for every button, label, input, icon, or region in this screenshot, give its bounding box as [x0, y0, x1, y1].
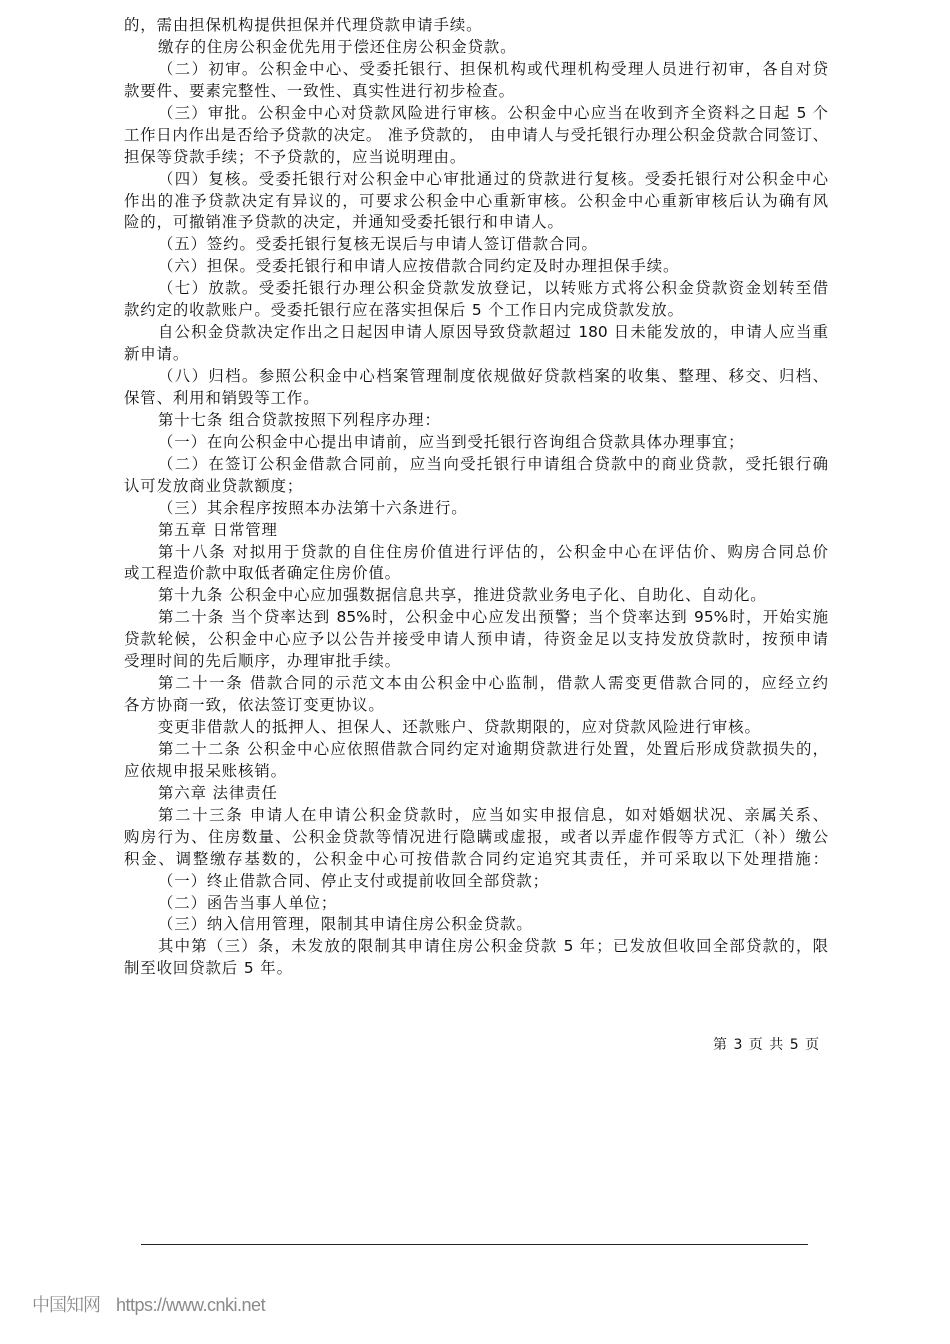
- text-line: （二）在签订公积金借款合同前，应当向受托银行申请组合贷款中的商业贷款，受托银行确: [158, 454, 828, 473]
- document-body: [124, 15, 828, 980]
- text-line: 第二十条 当个贷率达到 85%时，公积金中心应发出预警；当个贷率达到 95%时，开始实施: [158, 608, 828, 627]
- text-line: 各方协商一致，依法签订变更协议。: [124, 696, 385, 715]
- text-line: 第二十一条 借款合同的示范文本由公积金中心监制，借款人需变更借款合同的，应经立约: [158, 674, 828, 693]
- text-line: 积金、调整缴存基数的，公积金中心可按借款合同约定追究其责任，并可采取以下处理措施：: [124, 849, 828, 868]
- text-line: 担保等贷款手续；不予贷款的，应当说明理由。: [124, 147, 467, 166]
- text-line: 第十九条 公积金中心应加强数据信息共享，推进贷款业务电子化、自助化、自动化。: [158, 586, 767, 605]
- text-line: 贷款轮候，公积金中心应予以公告并接受申请人预申请，待资金足以支持发放贷款时，按预申请: [124, 630, 828, 649]
- text-line: 或工程造价款中取低者确定住房价值。: [124, 564, 401, 583]
- cnki-watermark: [32, 1294, 265, 1316]
- text-line: （二）初审。公积金中心、受委托银行、担保机构或代理机构受理人员进行初审，各自对贷: [158, 59, 828, 78]
- text-line: 受理时间的先后顺序，办理审批手续。: [124, 652, 401, 671]
- text-line: （三）纳入信用管理，限制其申请住房公积金贷款。: [158, 915, 533, 934]
- text-line: 应依规申报呆账核销。: [124, 761, 287, 780]
- footer-rule: [141, 1244, 808, 1245]
- text-line: 保管、利用和销毁等工作。: [124, 388, 320, 407]
- text-line: 款约定的收款账户。受委托银行应在落实担保后 5 个工作日内完成贷款发放。: [124, 301, 684, 320]
- text-line: （五）签约。受委托银行复核无误后与申请人签订借款合同。: [158, 235, 598, 254]
- text-line: 第五章 日常管理: [158, 520, 278, 539]
- text-line: （二）函告当事人单位；: [158, 893, 338, 912]
- text-line: 作出的准予贷款决定有异议的，可要求公积金中心重新审核。公积金中心重新审核后认为确有风: [124, 191, 828, 210]
- watermark-name: 中国知网: [32, 1295, 100, 1315]
- text-line: （七）放款。受委托银行办理公积金贷款发放登记，以转账方式将公积金贷款资金划转至借: [158, 279, 828, 298]
- text-line: 缴存的住房公积金优先用于偿还住房公积金贷款。: [158, 37, 517, 56]
- text-line: 自公积金贷款决定作出之日起因申请人原因导致贷款超过 180 日未能发放的，申请人应当重: [158, 323, 828, 342]
- text-line: 购房行为、住房数量、公积金贷款等情况进行隐瞒或虚报，或者以弄虚作假等方式汇（补）缴公: [124, 827, 828, 846]
- text-line: 第二十二条 公积金中心应依照借款合同约定对逾期贷款进行处置，处置后形成贷款损失的，: [158, 739, 828, 758]
- text-line: 第二十三条 申请人在申请公积金贷款时，应当如实申报信息，如对婚姻状况、亲属关系、: [158, 805, 828, 824]
- text-line: （三）审批。公积金中心对贷款风险进行审核。公积金中心应当在收到齐全资料之日起 5 个: [158, 103, 828, 122]
- text-line: 认可发放商业贷款额度；: [124, 476, 304, 495]
- text-line: （六）担保。受委托银行和申请人应按借款合同约定及时办理担保手续。: [158, 257, 680, 276]
- text-line: 新申请。: [124, 345, 190, 364]
- text-line: （三）其余程序按照本办法第十六条进行。: [158, 498, 468, 517]
- watermark-url[interactable]: https://www.cnki.net: [116, 1295, 266, 1315]
- page-number: 第 3 页 共 5 页: [713, 1037, 821, 1053]
- text-line: （四）复核。受委托银行对公积金中心审批通过的贷款进行复核。受委托银行对公积金中心: [158, 169, 828, 188]
- text-line: 工作日内作出是否给予贷款的决定。 准予贷款的， 由申请人与受托银行办理公积金贷款合同签订、: [124, 125, 828, 144]
- text-line: 款要件、要素完整性、一致性、真实性进行初步检查。: [124, 81, 515, 100]
- text-line: 制至收回贷款后 5 年。: [124, 959, 293, 978]
- text-line: 第十七条 组合贷款按照下列程序办理：: [158, 410, 441, 429]
- text-line: （一）终止借款合同、停止支付或提前收回全部贷款；: [158, 871, 549, 890]
- text-line: 险的，可撤销准予贷款的决定，并通知受委托银行和申请人。: [124, 213, 564, 232]
- text-line: （八）归档。参照公积金中心档案管理制度依规做好贷款档案的收集、整理、移交、归档、: [158, 367, 828, 385]
- text-line: 其中第（三）条，未发放的限制其申请住房公积金贷款 5 年；已发放但收回全部贷款的，限: [158, 937, 828, 956]
- text-line: （一）在向公积金中心提出申请前，应当到受托银行咨询组合贷款具体办理事宜；: [158, 432, 745, 451]
- text-line: 第六章 法律责任: [158, 783, 278, 802]
- text-line: 的，需由担保机构提供担保并代理贷款申请手续。: [124, 16, 483, 34]
- text-line: 第十八条 对拟用于贷款的自住住房价值进行评估的，公积金中心在评估价、购房合同总价: [158, 542, 828, 561]
- text-line: 变更非借款人的抵押人、担保人、还款账户、贷款期限的，应对贷款风险进行审核。: [158, 718, 761, 736]
